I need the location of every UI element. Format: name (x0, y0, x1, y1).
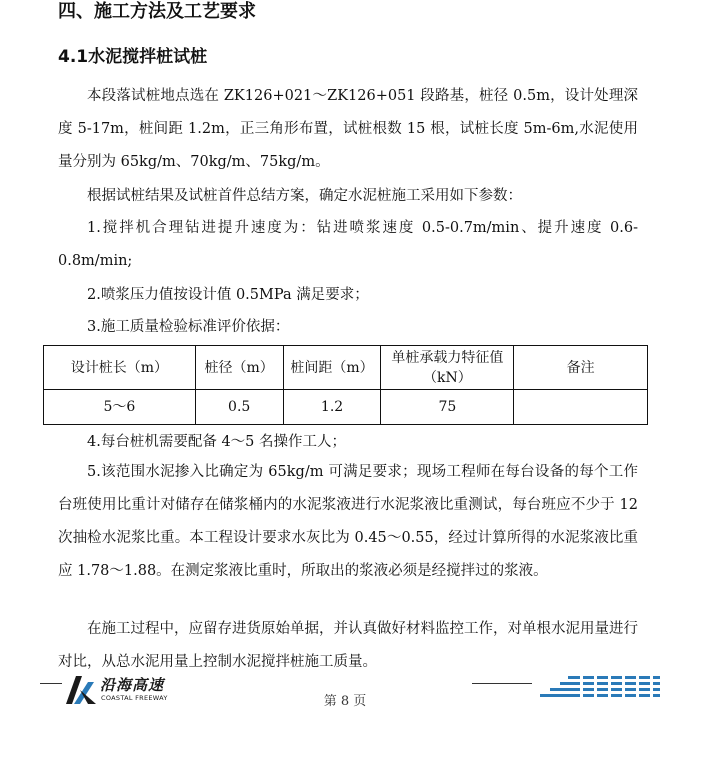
wave-stripes-icon (540, 676, 660, 700)
parameter-table (43, 345, 648, 425)
logo-chinese-text: 沿海高速 (100, 676, 165, 694)
paragraph-cement-ratio: 5.该范围水泥掺入比确定为 65kg/m 可满足要求；现场工程师在每台设备的每个工作台班使用比重计对储存在储浆桶内的水泥浆液进行水泥浆液比重测试，每台班应不少于 12 次抽检水泥浆比重。本工程设计要求水灰比为 0.45～0.55，经过计算所得的水泥浆液比重应 1.78～1.88。在测定浆液比重时，所取出的浆液必须是经搅拌过的浆液。 (58, 464, 638, 579)
table-cell: 5～6 (44, 390, 196, 425)
table-cell (514, 390, 648, 425)
section-title: 四、施工方法及工艺要求 (58, 1, 256, 22)
paragraph-drill-speed: 1.搅拌机合理钻进提升速度为：钻进喷浆速度 0.5-0.7m/min、提升速度 0.6-0.8m/min; (58, 220, 638, 269)
paragraph-parameters-intro: 根据试桩结果及试桩首件总结方案，确定水泥桩施工采用如下参数： (87, 188, 522, 204)
coastal-freeway-logo-icon (66, 676, 96, 704)
table-header-cell: 设计桩长（m） (44, 346, 196, 390)
table-cell: 1.2 (283, 390, 381, 425)
paragraph-test-site: 本段落试桩地点选在 ZK126+021～ZK126+051 段路基，桩径 0.5m，设计处理深度 5-17m，桩间距 1.2m，正三角形布置，试桩根数 15 根，试桩长度 5m-6m,水泥使用量分别为 65kg/m、70kg/m、75kg/m。 (58, 88, 638, 170)
table-header-cell: 备注 (514, 346, 648, 390)
footer-rule-right (472, 683, 532, 684)
table-header-row (44, 346, 648, 390)
footer-rule-left (40, 683, 62, 684)
paragraph-quality-criteria: 3.施工质量检验标准评价依据： (87, 319, 290, 335)
paragraph-spray-pressure: 2.喷浆压力值按设计值 0.5MPa 满足要求； (87, 287, 369, 303)
paragraph-material-control: 在施工过程中，应留存进货原始单据，并认真做好材料监控工作，对单根水泥用量进行对比，从总水泥用量上控制水泥搅拌桩施工质量。 (58, 621, 638, 670)
table-header-cell: 桩间距（m） (283, 346, 381, 390)
table-cell: 0.5 (195, 390, 283, 425)
table-header-cell: 桩径（m） (195, 346, 283, 390)
page-number: 第 8 页 (323, 694, 367, 709)
table-row (44, 390, 648, 425)
table-cell: 75 (381, 390, 514, 425)
table-header-cell: 单桩承载力特征值（kN） (381, 346, 514, 390)
subsection-title: 4.1水泥搅拌桩试桩 (58, 47, 208, 67)
paragraph-operators: 4.每台桩机需要配备 4～5 名操作工人； (87, 434, 347, 450)
logo-english-text: COASTAL FREEWAY (101, 694, 168, 702)
